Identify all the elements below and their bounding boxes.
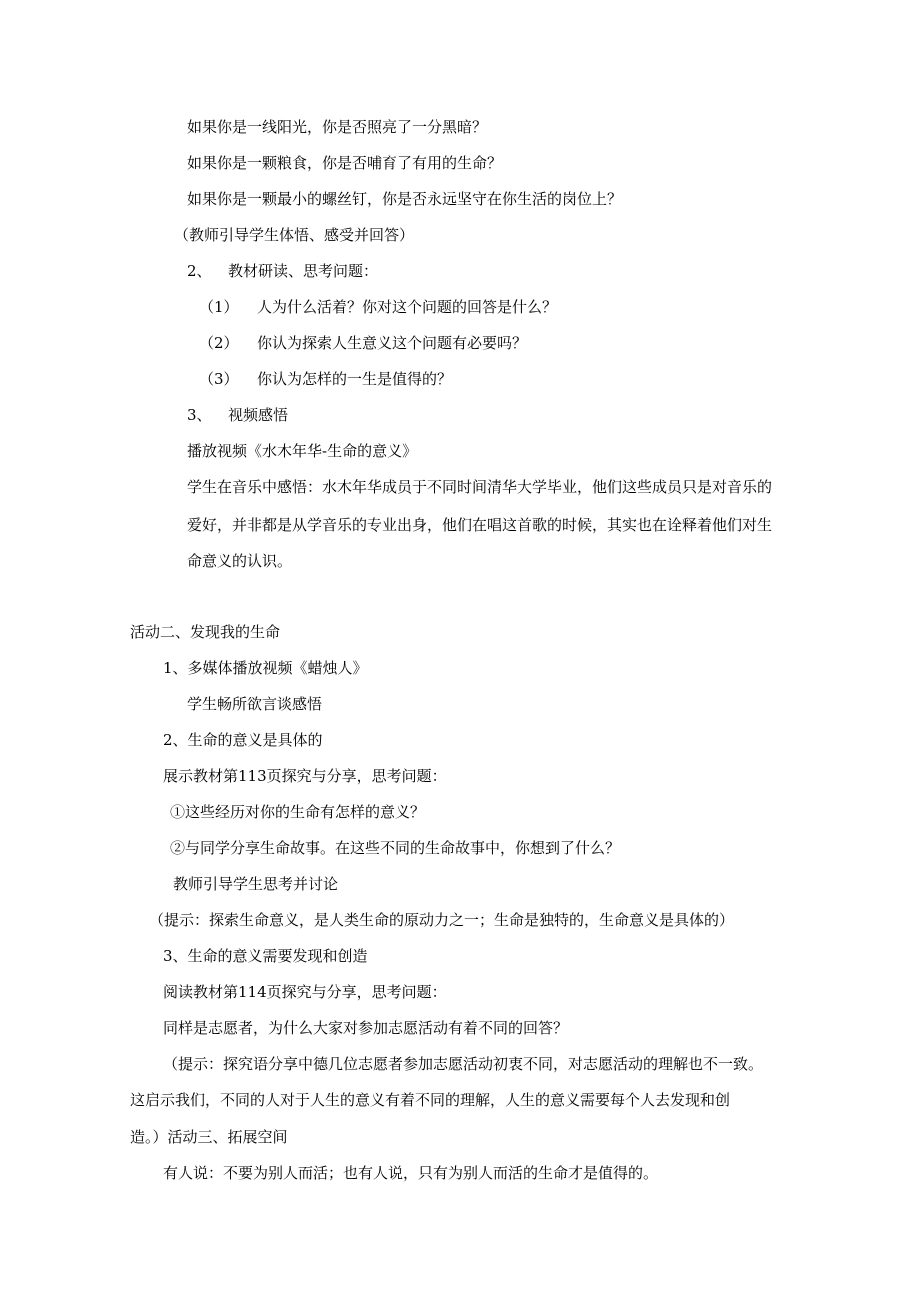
section-3-number: 3、: [187, 406, 212, 424]
activity-2-item-2-question-1: ①这些经历对你的生命有怎样的意义？: [170, 803, 426, 821]
question-1-text: 人为什么活着？你对这个问题的回答是什么？: [257, 298, 558, 316]
activity-2-item-3-hint-line-1: （提示：探究语分享中德几位志愿者参加志愿活动初衷不同，对志愿活动的理解也不一致。: [163, 1055, 764, 1073]
section-3-heading: [187, 405, 288, 425]
question-3: [199, 369, 452, 389]
activity-2-item-3: 3、生命的意义需要发现和创造: [163, 947, 368, 965]
question-1-number: （1）: [199, 298, 239, 316]
activity-2-item-2-hint: （提示：探索生命意义，是人类生命的原动力之一；生命是独特的，生命意义是具体的）: [149, 911, 735, 929]
question-2: [199, 333, 527, 353]
question-2-number: （2）: [199, 334, 239, 352]
activity-2-item-1: 1、多媒体播放视频《蜡烛人》: [163, 659, 368, 677]
activity-2-item-3-read: 阅读教材第114页探究与分享，思考问题：: [163, 983, 447, 1001]
intro-line-1: 如果你是一线阳光，你是否照亮了一分黑暗？: [187, 118, 488, 136]
reflection-line-2: 爱好，并非都是从学音乐的专业出身，他们在唱这首歌的时候，其实也在诠释着他们对生: [187, 516, 773, 534]
activity-2-item-2-show: 展示教材第113页探究与分享，思考问题：: [163, 767, 447, 785]
video-title: 播放视频《水木年华-生命的意义》: [187, 442, 418, 460]
question-1: [199, 297, 557, 317]
section-2-title: 教材研读、思考问题：: [228, 262, 379, 280]
activity-2-item-2: 2、生命的意义是具体的: [163, 731, 323, 749]
section-2-heading: [187, 261, 378, 281]
activity-2-item-3-hint-line-3: 造。）活动三、拓展空间: [130, 1128, 288, 1146]
section-2-number: 2、: [187, 262, 212, 280]
reflection-line-3: 命意义的认识。: [187, 552, 293, 570]
question-2-text: 你认为探索人生意义这个问题有必要吗？: [257, 334, 528, 352]
question-3-text: 你认为怎样的一生是值得的？: [257, 370, 453, 388]
teacher-guide-note: （教师引导学生体悟、感受并回答）: [174, 226, 415, 244]
activity-3-quote: 有人说：不要为别人而活；也有人说，只有为别人而活的生命才是值得的。: [163, 1164, 659, 1182]
activity-2-item-3-hint-line-2: 这启示我们，不同的人对于人生的意义有着不同的理解，人生的意义需要每个人去发现和创: [130, 1091, 731, 1109]
question-3-number: （3）: [199, 370, 239, 388]
activity-2-item-3-question: 同样是志愿者，为什么大家对参加志愿活动有着不同的回答？: [163, 1019, 569, 1037]
intro-line-3: 如果你是一颗最小的螺丝钉，你是否永远坚守在你生活的岗位上？: [187, 190, 623, 208]
activity-2-item-2-guide: 教师引导学生思考并讨论: [173, 875, 339, 893]
intro-line-2: 如果你是一颗粮食，你是否哺育了有用的生命？: [187, 154, 503, 172]
activity-2-heading: 活动二、发现我的生命: [130, 623, 281, 641]
activity-2-item-1-sub: 学生畅所欲言谈感悟: [187, 695, 323, 713]
reflection-line-1: 学生在音乐中感悟：水木年华成员于不同时间清华大学毕业，他们这些成员只是对音乐的: [187, 478, 773, 496]
section-3-title: 视频感悟: [228, 406, 289, 424]
activity-2-item-2-question-2: ②与同学分享生命故事。在这些不同的生命故事中，你想到了什么？: [170, 839, 621, 857]
